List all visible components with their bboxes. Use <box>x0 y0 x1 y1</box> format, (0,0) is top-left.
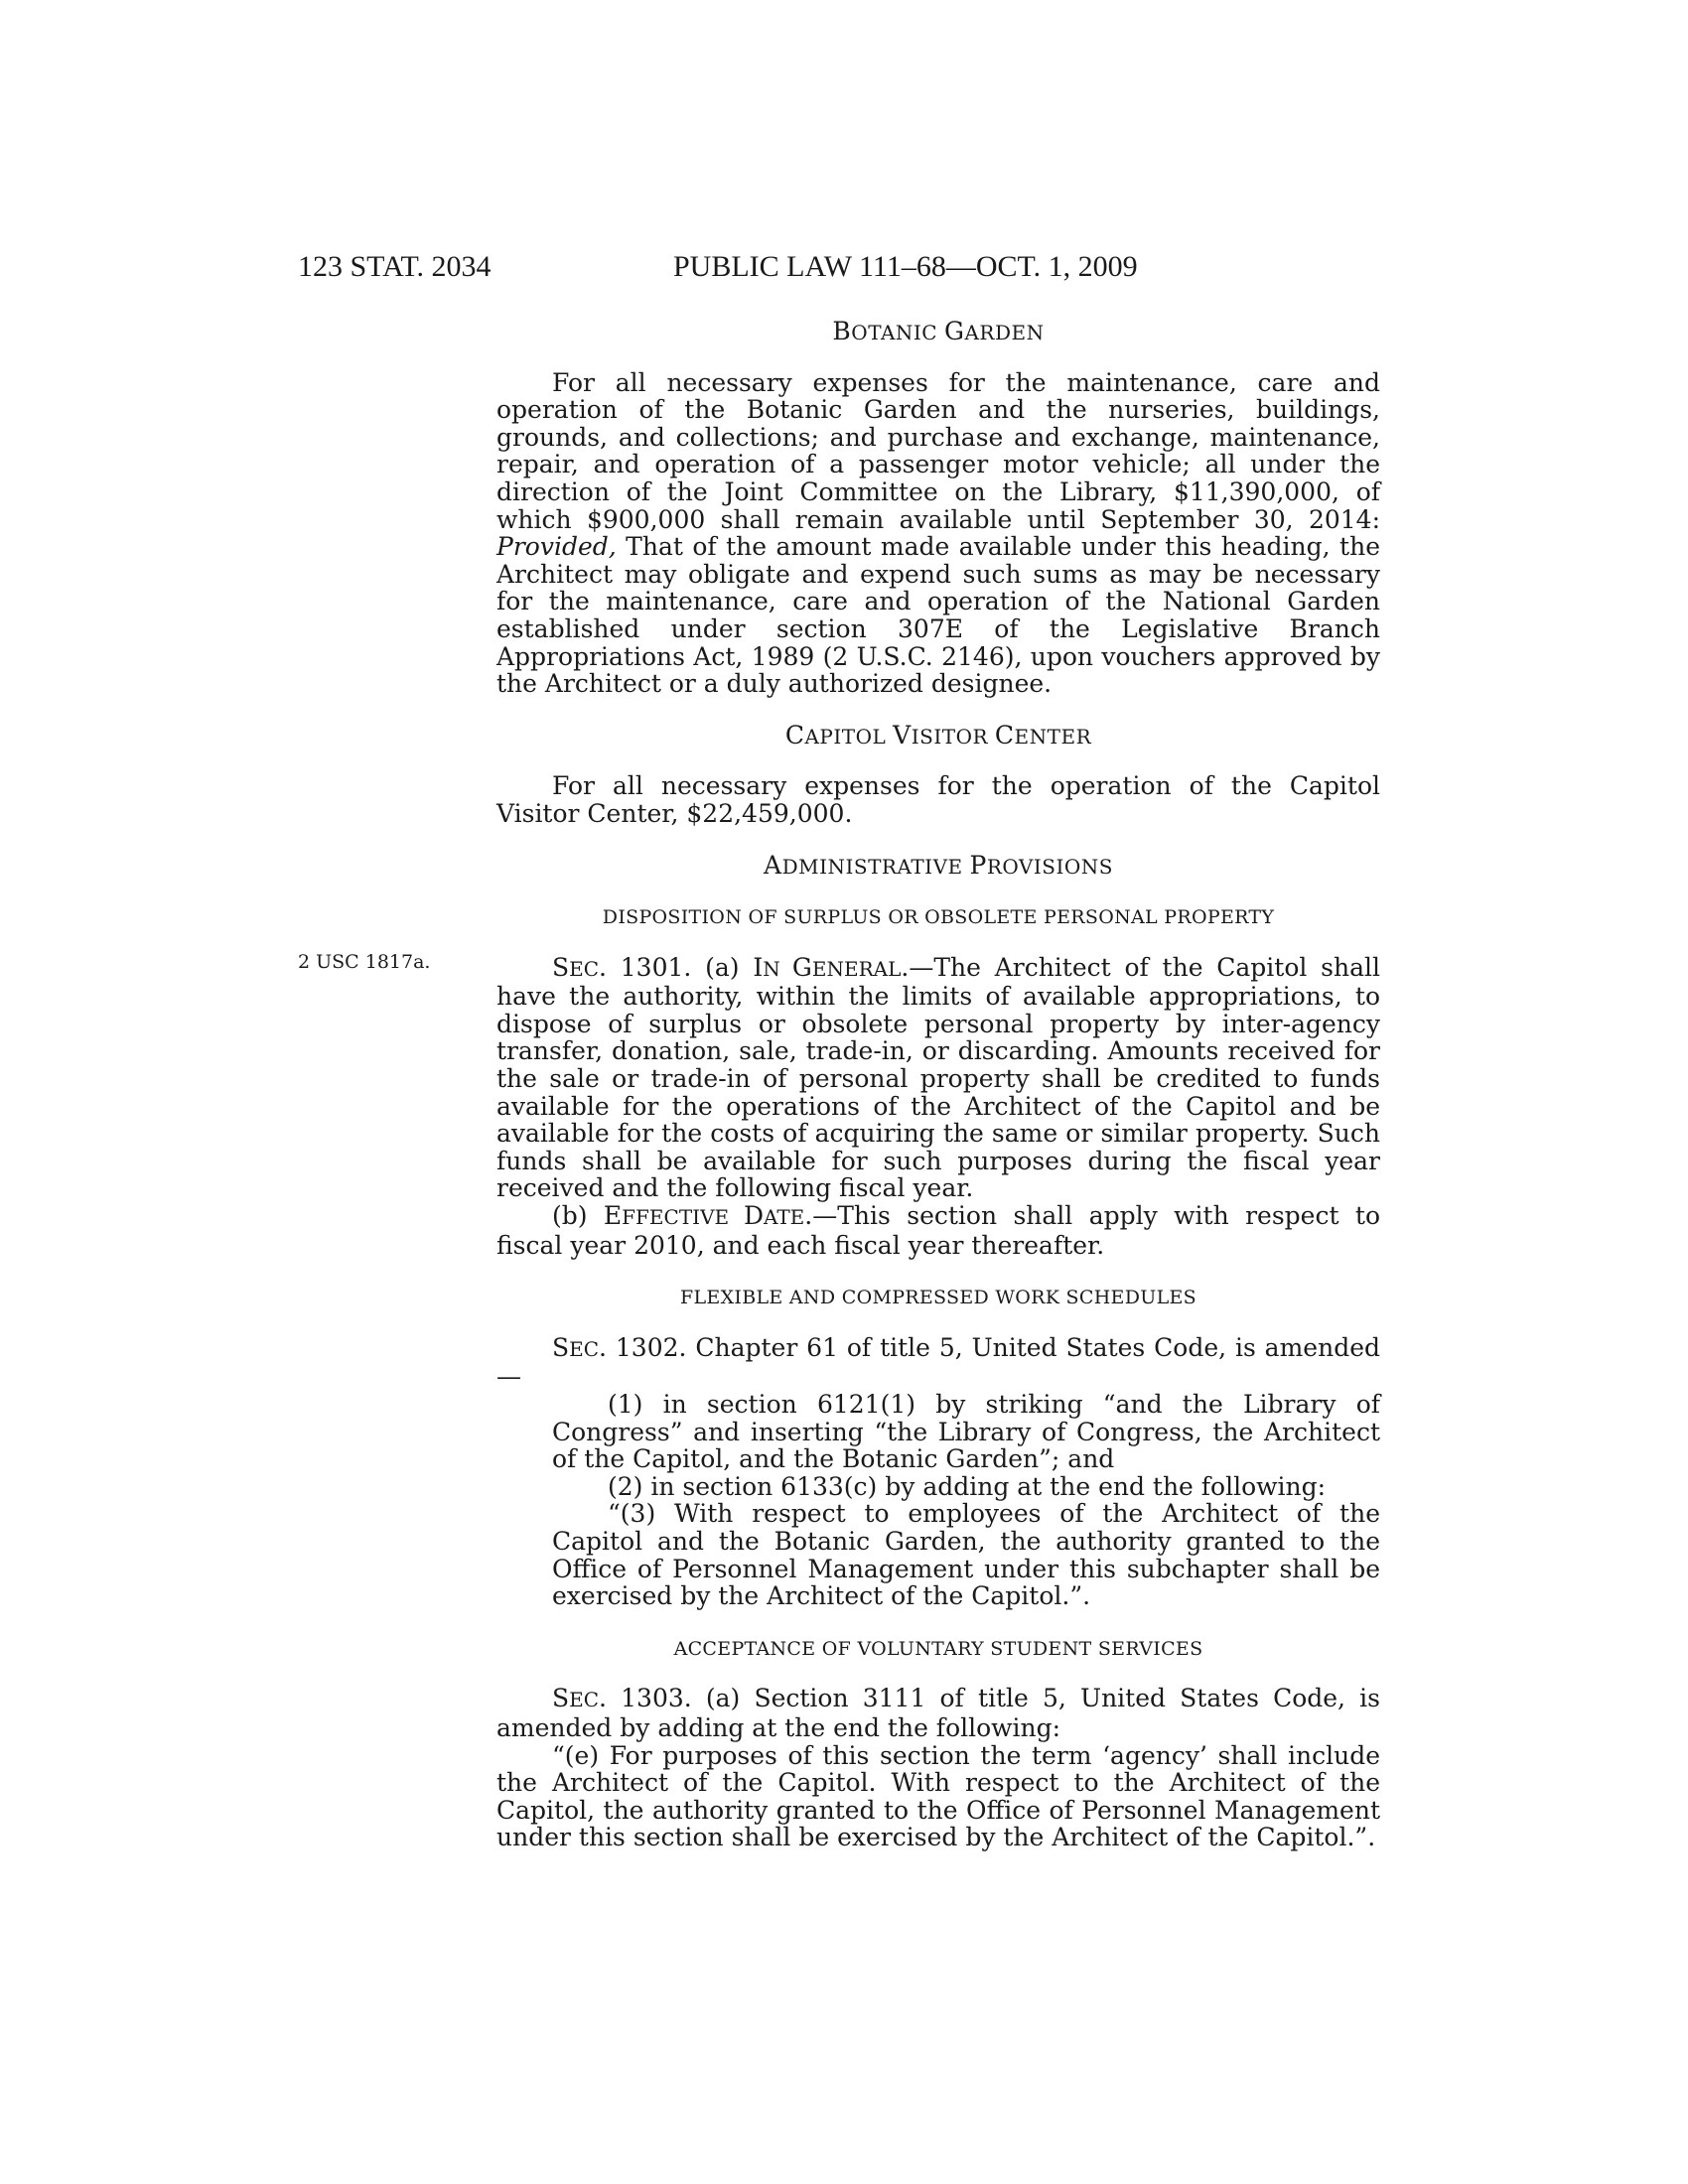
sec-1302-item-2: (2) in section 6133(c) by adding at the end the following: <box>608 1471 1327 1501</box>
sec-1302-quote: “(3) With respect to employees of the Architect of the Capitol and the Botanic Garden, the authority granted to the Office of Personnel Management under this subchapter shall be exercised by the Architect of the Capitol.”. <box>552 1499 1380 1611</box>
public-law-title: PUBLIC LAW 111–68—OCT. 1, 2009 <box>673 250 1138 283</box>
heading-administrative-provisions: ADMINISTRATIVE PROVISIONS <box>764 850 1113 880</box>
heading-acceptance-student-services: ACCEPTANCE OF VOLUNTARY STUDENT SERVICES <box>673 1637 1203 1660</box>
sec-1301-b-paragraph: (b) EFFECTIVE DATE.—This section shall apply with respect to fiscal year 2010, and each fiscal year thereafter. <box>496 1201 1381 1260</box>
heading-capitol-visitor-center: CAPITOL VISITOR CENTER <box>784 720 1092 750</box>
sec-1303-intro: SEC. 1303. (a) Section 3111 of title 5, United States Code, is amended by adding at the end the following: <box>496 1684 1380 1742</box>
sec-1302-item-1: (1) in section 6121(1) by striking “and the Library of Congress” and inserting “the Library of Congress, the Architect of the Capitol, and the Botanic Garden”; and <box>552 1390 1380 1474</box>
main-text <box>496 318 1380 1851</box>
capitol-visitor-center-paragraph: For all necessary expenses for the operation of the Capitol Visitor Center, $22,459,000. <box>496 771 1380 828</box>
heading-disposition: DISPOSITION OF SURPLUS OR OBSOLETE PERSONAL PROPERTY <box>602 906 1275 929</box>
page-header <box>298 250 1380 290</box>
heading-flexible-schedules: FLEXIBLE AND COMPRESSED WORK SCHEDULES <box>680 1287 1196 1309</box>
sec-1301-a-paragraph: SEC. 1301. (a) IN GENERAL.—The Architect of the Capitol shall have the authority, within the limits of available appropriations, to dispose of surplus or obsolete personal property by inter-agency transfer, donation, sale, trade-in, or discarding. Amounts received for the sale or trade-in of personal property shall be credited to funds available for the operations of the Architect of the Capitol and be available for the costs of acquiring the same or similar property. Such funds shall be available for such purposes during the fiscal year received and the following fiscal year. <box>496 952 1380 1203</box>
statute-citation: 123 STAT. 2034 <box>298 250 492 283</box>
heading-botanic-garden: BOTANIC GARDEN <box>832 317 1045 345</box>
margin-note-usc: 2 USC 1817a. <box>298 951 431 973</box>
sec-1303-quote: “(e) For purposes of this section the term ‘agency’ shall include the Architect of the Capitol. With respect to the Architect of the Capitol, the authority granted to the Office of Personnel Management under this section shall be exercised by the Architect of the Capitol.”. <box>496 1740 1380 1852</box>
botanic-garden-paragraph: For all necessary expenses for the maintenance, care and operation of the Botanic Garden and the nurseries, buildings, grounds, and collections; and purchase and exchange, maintenance, repair, and operation of a passenger motor vehicle; all under the direction of the Joint Committee on the Library, $11,390,000, of which $900,000 shall remain available until September 30, 2014: Provided, That of the amount made available under this heading, the Architect may obligate and expend such sums as may be necessary for the maintenance, care and operation of the National Garden established under section 307E of the Legislative Branch Appropriations Act, 1989 (2 U.S.C. 2146), upon vouchers approved by the Architect or a duly authorized designee. <box>496 367 1380 699</box>
sec-1302-intro: SEC. 1302. Chapter 61 of title 5, United States Code, is amended— <box>496 1332 1380 1392</box>
